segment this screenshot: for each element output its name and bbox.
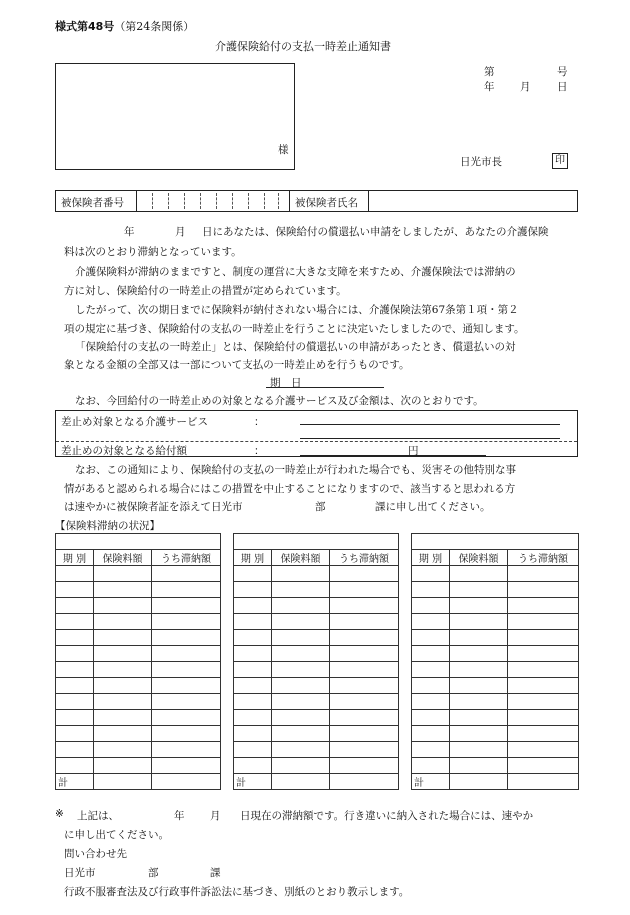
deadline-underline <box>266 387 384 388</box>
contact-label: 問い合わせ先 <box>64 848 127 860</box>
amount-underline <box>300 455 486 456</box>
status-heading: 【保険料滞納の状況】 <box>55 520 160 532</box>
ref-dai: 第 <box>484 66 495 78</box>
seal-stamp: 印 <box>552 153 568 169</box>
amount-label: 差止めの対象となる給付額 <box>61 445 187 457</box>
col-premium: 保険料額 <box>94 550 152 566</box>
p2-line2: 方に対し、保険給付の一時差止の措置が定められています。 <box>64 285 347 297</box>
appeal-notice: 行政不服審査法及び行政事件訴訟法に基づき、別紙のとおり教示します。 <box>64 886 410 898</box>
cancel-line3b: 課に申し出てください。 <box>375 501 491 513</box>
total-label: 計 <box>412 774 450 790</box>
col-overdue: うち滞納額 <box>508 550 579 566</box>
box-divider <box>56 441 577 442</box>
col-period: 期 別 <box>56 550 94 566</box>
cancel-line2: 情があると認められる場合にはこの措置を中止することになりますので、該当すると思われる方 <box>64 483 516 495</box>
ref-tsuki: 月 <box>520 81 531 93</box>
p3-line2: 項の規定に基づき、保険給付の支払の一時差止を行うことに決定いたしましたので、通知します。 <box>64 323 525 335</box>
service-intro: なお、今回給付の一時差止めの対象となる介護サービス及び金額は、次のとおりです。 <box>75 395 484 407</box>
insured-id-row <box>55 190 578 212</box>
service-label: 差止め対象となる介護サービス <box>61 416 208 428</box>
status-table-3 <box>411 533 579 790</box>
note-l1b: 日現在の滞納額です。行き違いに納入された場合には、速やか <box>240 810 534 822</box>
insured-name-label: 被保険者氏名 <box>295 197 358 209</box>
p1-text: 日にあなたは、保険給付の償還払い申請をしましたが、あなたの介護保険 <box>202 226 549 238</box>
p4-line1: 「保険給付の支払の一時差止」とは、保険給付の償還払いの申請があったとき、償還払いの対 <box>75 341 516 353</box>
insured-number-label: 被保険者番号 <box>61 197 124 209</box>
stop-target-box <box>55 410 578 457</box>
p2-line1: 介護保険料が滞納のままですと、制度の運営に大きな支障を来すため、介護保険法では滞納の <box>75 266 516 278</box>
status-table-1 <box>55 533 221 790</box>
contact-ka: 課 <box>210 867 221 879</box>
col-overdue: うち滞納額 <box>152 550 221 566</box>
contact-bu: 部 <box>148 867 159 879</box>
col-period: 期 別 <box>234 550 272 566</box>
p1-line2: 料は次のとおり滞納となっています。 <box>64 246 242 258</box>
cancel-line1: なお、この通知により、保険給付の支払の一時差止が行われた場合でも、災害その他特別な事 <box>75 464 516 476</box>
note-l1a: 上記は、 <box>77 810 119 822</box>
col-overdue: うち滞納額 <box>330 550 399 566</box>
col-premium: 保険料額 <box>450 550 508 566</box>
service-line-1 <box>300 424 560 425</box>
service-line-2 <box>300 438 560 439</box>
p1-tsuki: 月 <box>175 226 186 238</box>
ref-gou: 号 <box>557 66 568 78</box>
ref-nen: 年 <box>484 81 495 93</box>
note-nen: 年 <box>174 810 185 822</box>
total-label: 計 <box>234 774 272 790</box>
status-table-2 <box>233 533 399 790</box>
addressee-box <box>55 63 295 170</box>
col-period: 期 別 <box>412 550 450 566</box>
p4-line2: 象となる金額の全部又は一部について支払の一時差止めを行うものです。 <box>64 359 410 371</box>
total-label: 計 <box>56 774 94 790</box>
note-tsuki: 月 <box>210 810 221 822</box>
cancel-line3a: は速やかに被保険者証を添えて日光市 <box>64 501 243 513</box>
note-l2: に申し出てください。 <box>64 829 169 841</box>
contact-city: 日光市 <box>64 867 96 879</box>
ref-hi: 日 <box>557 81 568 93</box>
note-mark: ※ <box>55 808 64 820</box>
yen-label: 円 <box>408 445 419 457</box>
addressee-suffix: 様 <box>278 144 289 156</box>
service-colon: ： <box>254 416 265 428</box>
col-premium: 保険料額 <box>272 550 330 566</box>
document-title: 介護保険給付の支払一時差止通知書 <box>215 40 391 53</box>
issuer: 日光市長 <box>460 156 502 168</box>
form-article: （第24条関係） <box>114 20 195 33</box>
form-number: 様式第48号（第24条関係） <box>55 20 195 33</box>
deadline-label: 期 日 <box>270 377 302 389</box>
p3-line1: したがって、次の期日までに保険料が納付されない場合には、介護保険法第67条第１項・第２ <box>75 304 519 316</box>
p1-nen: 年 <box>124 226 135 238</box>
amount-colon: ： <box>254 445 265 457</box>
cancel-line3-bu: 部 <box>315 501 326 513</box>
